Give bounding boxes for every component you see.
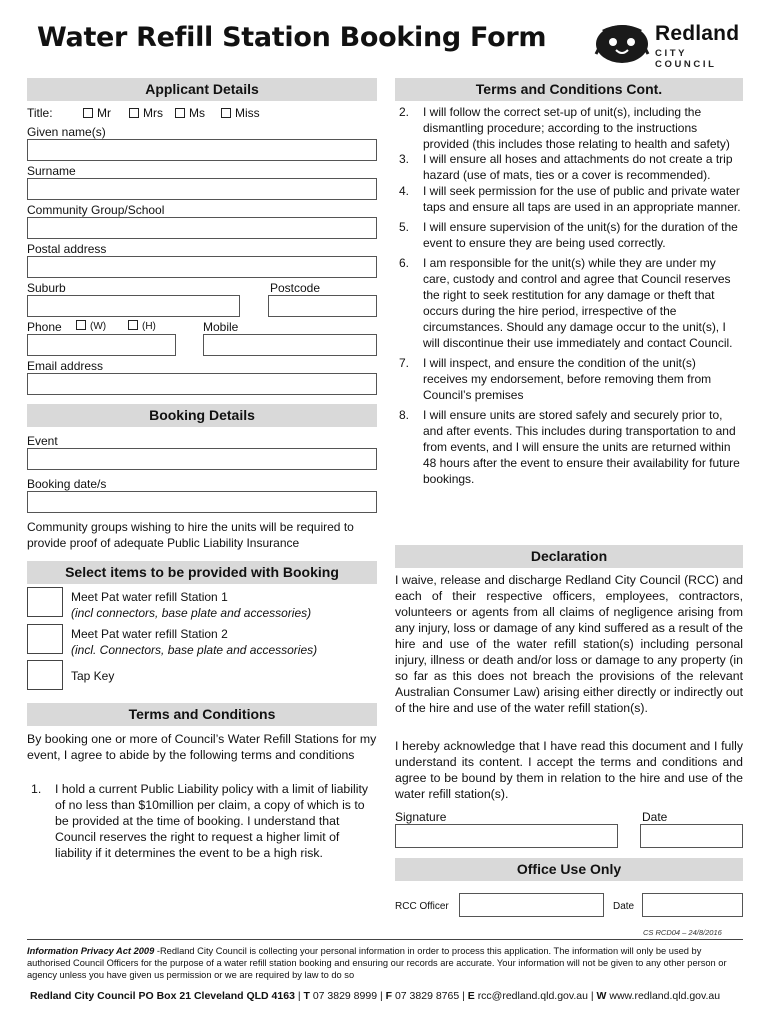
terms-item — [395, 151, 741, 183]
rcc-officer-label: RCC Officer — [395, 901, 449, 912]
terms-list-right — [395, 104, 741, 487]
footer-web-label: W — [596, 990, 607, 1002]
footer-email-label: E — [467, 990, 475, 1002]
applicant-details-header: Applicant Details — [27, 78, 377, 101]
checkbox-miss[interactable] — [221, 108, 231, 118]
terms-item-text: I will ensure all hoses and attachments do not create a trip hazard (use of mats, ties or a cover is recommended). — [423, 152, 733, 182]
privacy-notice — [27, 945, 743, 981]
surname-field[interactable] — [27, 178, 377, 200]
title-option-miss[interactable] — [221, 106, 260, 120]
signature-label: Signature — [395, 810, 447, 824]
title-option-mr[interactable] — [83, 106, 111, 120]
title-option-ms-label: Ms — [189, 106, 205, 120]
document-code: CS RCD04 – 24/8/2016 — [643, 928, 722, 937]
council-emblem-icon — [592, 20, 652, 66]
event-label: Event — [27, 434, 58, 448]
logo-wordmark: Redland — [655, 22, 740, 45]
item-station-2-name: Meet Pat water refill Station 2 — [71, 627, 228, 641]
item-checkbox-tap-key[interactable] — [27, 660, 63, 690]
footer-web[interactable]: www.redland.qld.gov.au — [609, 990, 721, 1002]
terms-header: Terms and Conditions — [27, 703, 377, 726]
given-name-label: Given name(s) — [27, 125, 106, 139]
item-station-2-detail: (incl. Connectors, base plate and accessories) — [71, 643, 318, 657]
item-station-1 — [71, 589, 311, 621]
item-checkbox-station-2[interactable] — [27, 624, 63, 654]
item-station-1-detail: (incl connectors, base plate and accessories) — [71, 606, 312, 620]
phone-work-label: (W) — [90, 321, 107, 332]
checkbox-mrs[interactable] — [129, 108, 139, 118]
checkbox-ms[interactable] — [175, 108, 185, 118]
terms-item-text: I am responsible for the unit(s) while they are under my care, custody and control and agree that Council reserves the right to seek restitution for any damage or theft that occurs during the hire period, irrespective of the circumstances. Should any damage occur to the unit(s), I will discontinue their use immediately and contact Council. — [423, 256, 733, 350]
checkbox-phone-work[interactable] — [76, 320, 86, 330]
title-option-miss-label: Miss — [235, 106, 260, 120]
title-option-mr-label: Mr — [97, 106, 111, 120]
postcode-field[interactable] — [268, 295, 377, 317]
footer-phone-label: T — [303, 990, 310, 1002]
insurance-note: Community groups wishing to hire the units will be required to provide proof of adequate Public Liability Insurance — [27, 520, 354, 550]
email-label: Email address — [27, 359, 104, 373]
privacy-act-title: Information Privacy Act 2009 — [27, 946, 155, 956]
item-station-2 — [71, 626, 317, 658]
suburb-field[interactable] — [27, 295, 240, 317]
booking-dates-label: Booking date/s — [27, 477, 107, 491]
booking-details-header: Booking Details — [27, 404, 377, 427]
phone-field[interactable] — [27, 334, 176, 356]
form-title: Water Refill Station Booking Form — [37, 22, 547, 53]
phone-work-option[interactable] — [76, 320, 106, 332]
signature-date-field[interactable] — [640, 824, 743, 848]
terms-item-number: 8. — [399, 408, 410, 422]
terms-item-number: 7. — [399, 356, 410, 370]
rcc-officer-field[interactable] — [459, 893, 604, 917]
email-field[interactable] — [27, 373, 377, 395]
signature-field[interactable] — [395, 824, 618, 848]
office-date-label: Date — [613, 901, 635, 912]
terms-item-text: I will ensure supervision of the unit(s) for the duration of the event to ensure they are being used correctly. — [423, 220, 738, 250]
terms-item-number: 2. — [399, 105, 410, 119]
checkbox-phone-home[interactable] — [128, 320, 138, 330]
terms-item-number: 5. — [399, 220, 410, 234]
checkbox-mr[interactable] — [83, 108, 93, 118]
terms-cont-header: Terms and Conditions Cont. — [395, 78, 743, 101]
postal-address-field[interactable] — [27, 256, 377, 278]
terms-item-text: I will inspect, and ensure the condition of the unit(s) receives my endorsement, before removing them from Council’s premises — [423, 356, 712, 402]
office-date-field[interactable] — [642, 893, 743, 917]
terms-item — [395, 255, 741, 351]
title-option-mrs-label: Mrs — [143, 106, 163, 120]
suburb-label: Suburb — [27, 281, 66, 295]
footer-email[interactable]: rcc@redland.qld.gov.au — [477, 990, 588, 1002]
terms-list-left — [27, 781, 372, 861]
logo-subtitle: CITY COUNCIL — [655, 48, 717, 70]
footer-fax: 07 3829 8765 — [394, 990, 460, 1002]
postal-address-label: Postal address — [27, 242, 107, 256]
item-checkbox-station-1[interactable] — [27, 587, 63, 617]
community-group-field[interactable] — [27, 217, 377, 239]
privacy-text: -Redland City Council is collecting your personal information in order to process this application. The information will only be used by authorised Council Officers for the purpose of a water refill station booking and ensuring our records are accurate. Your information will not be given to any other person or agency unless you have given us permission or we are required by law to do so — [27, 946, 727, 980]
booking-dates-field[interactable] — [27, 491, 377, 513]
terms-item — [395, 219, 741, 251]
terms-intro: By booking one or more of Council’s Water Refill Stations for my event, I agree to abide by the following terms and conditions — [27, 732, 377, 762]
title-option-ms[interactable] — [175, 106, 205, 120]
mobile-label: Mobile — [203, 320, 239, 334]
signature-date-label: Date — [642, 810, 668, 824]
declaration-header: Declaration — [395, 545, 743, 568]
terms-item-number: 6. — [399, 256, 410, 270]
given-name-field[interactable] — [27, 139, 377, 161]
event-field[interactable] — [27, 448, 377, 470]
footer-phone: 07 3829 8999 — [312, 990, 378, 1002]
select-items-header: Select items to be provided with Booking — [27, 561, 377, 584]
council-logo — [592, 20, 742, 70]
declaration-waiver: I waive, release and discharge Redland City Council (RCC) and each of their respective officers, employees, contractors, volunteers or agents from all claims of negligence arising from any injury, loss or damage of any kind suffered as a result of the hire and use of the water refill station(s) including personal injury, illness or death and/or loss or damage to any property (in so far as this does not breach the provisions of the relevant Australian Consumer Law) arising either directly or indirectly out of the hire and use of the water refill station(s). — [395, 573, 743, 715]
terms-item — [395, 355, 741, 403]
footer-org: Redland City Council PO Box 21 Cleveland QLD 4163 — [30, 990, 295, 1002]
terms-item — [395, 407, 741, 487]
office-use-header: Office Use Only — [395, 858, 743, 881]
title-option-mrs[interactable] — [129, 106, 163, 120]
terms-item-text: I hold a current Public Liability policy with a limit of liability of no less than $10million per claim, a copy of which is to be provided at the time of booking. I understand that Council reserves the right to request a higher limit of liability if it determines the event to be a high risk. — [55, 782, 369, 860]
phone-home-option[interactable] — [128, 320, 156, 332]
item-station-1-name: Meet Pat water refill Station 1 — [71, 590, 228, 604]
surname-label: Surname — [27, 164, 76, 178]
mobile-field[interactable] — [203, 334, 377, 356]
footer-divider — [27, 939, 743, 940]
terms-item — [395, 104, 741, 152]
community-group-label: Community Group/School — [27, 203, 165, 217]
terms-item-number: 1. — [31, 782, 42, 796]
title-label: Title: — [27, 106, 53, 120]
terms-item-text: I will ensure units are stored safely and securely prior to, and after events. This includes during transportation to and from events, and I will ensure the units are returned within 48 hours after the event to ensure their availability for future bookings. — [423, 408, 740, 486]
declaration-acknowledgement: I hereby acknowledge that I have read this document and I fully understand its content. I accept the terms and conditions and agree to be bound by them in relation to the hire and use of the water refill station(s). — [395, 739, 743, 801]
terms-item-number: 4. — [399, 184, 410, 198]
phone-label: Phone — [27, 320, 62, 334]
footer-contacts: Redland City Council PO Box 21 Cleveland QLD 4163 | T 07 3829 8999 | F 07 3829 8765 | E rcc@redland.qld.gov.au | W www.redland.qld.gov.au — [30, 990, 721, 1002]
terms-item — [27, 781, 372, 861]
phone-home-label: (H) — [142, 321, 156, 332]
footer-fax-label: F — [385, 990, 393, 1002]
terms-item-text: I will follow the correct set-up of unit(s), including the dismantling procedure; according to the instructions provided (this includes those relating to health and safety) — [423, 105, 730, 151]
terms-item — [395, 183, 741, 215]
terms-item-number: 3. — [399, 152, 410, 166]
postcode-label: Postcode — [270, 281, 321, 295]
item-tap-key: Tap Key — [71, 669, 115, 683]
terms-item-text: I will seek permission for the use of public and private water taps and ensure all taps are used in an appropriate manner. — [423, 184, 741, 214]
